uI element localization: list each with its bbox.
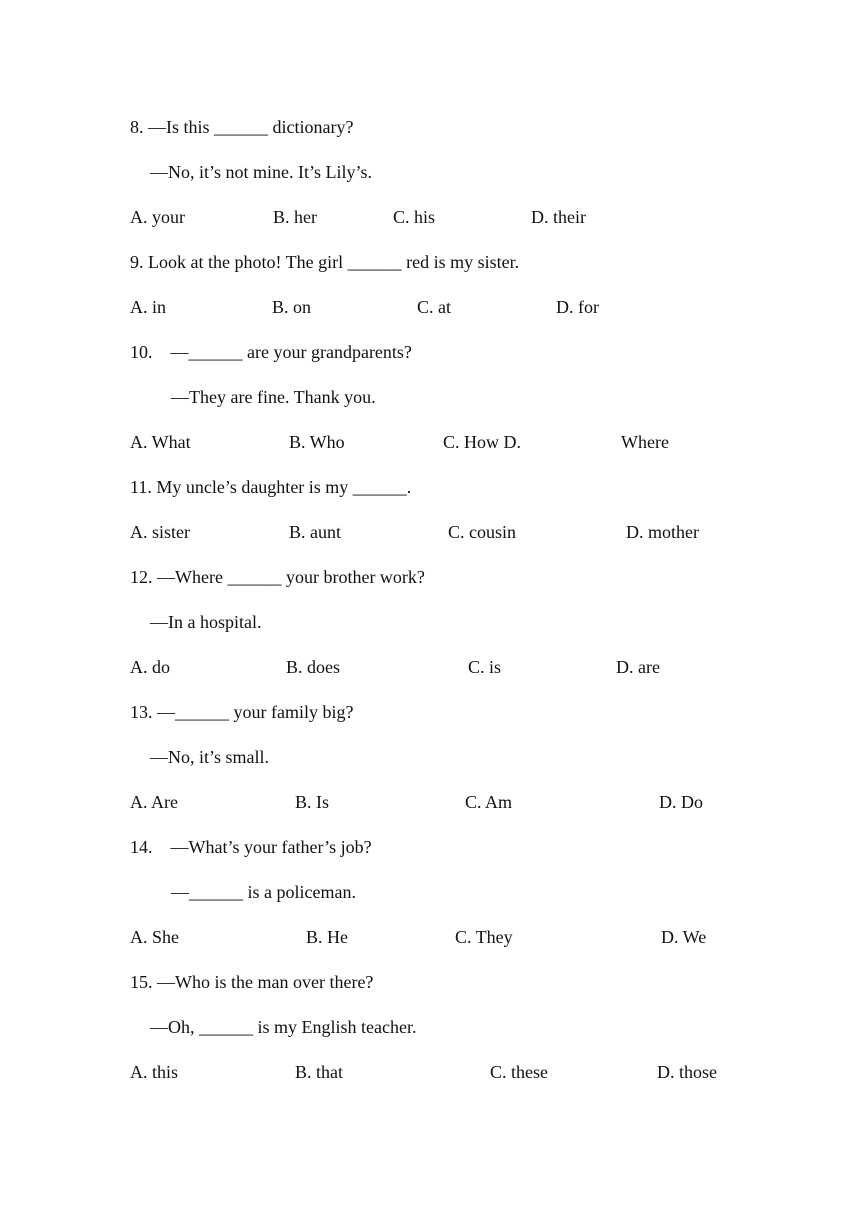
question-10-reply: —They are fine. Thank you. (171, 387, 376, 407)
question-11-option-a: A. sister (130, 522, 190, 542)
question-15-option-a: A. this (130, 1062, 179, 1082)
question-13-option-a: A. Are (130, 792, 178, 812)
question-11-option-b: B. aunt (289, 522, 341, 542)
question-11-option-c: C. cousin (448, 522, 517, 542)
question-14-reply: —______ is a policeman. (171, 882, 356, 902)
question-10-option-c: C. How D. (443, 432, 522, 452)
question-15-option-d: D. those (657, 1062, 717, 1082)
question-10-option-a: A. What (130, 432, 191, 452)
question-8-stem: 8. —Is this ______ dictionary? (130, 117, 354, 137)
question-15-option-b: B. that (295, 1062, 343, 1082)
question-13-stem: 13. —______ your family big? (130, 702, 354, 722)
question-14-option-b: B. He (306, 927, 348, 947)
question-13-option-d: D. Do (659, 792, 703, 812)
question-12-reply: —In a hospital. (150, 612, 262, 632)
question-12-stem: 12. —Where ______ your brother work? (130, 567, 425, 587)
question-15-reply: —Oh, ______ is my English teacher. (150, 1017, 417, 1037)
question-8-reply: —No, it’s not mine. It’s Lily’s. (150, 162, 373, 182)
question-12-option-d: D. are (616, 657, 660, 677)
question-9-option-c: C. at (417, 297, 451, 317)
question-9-option-a: A. in (130, 297, 166, 317)
question-12-option-b: B. does (286, 657, 340, 677)
question-14-option-a: A. She (130, 927, 179, 947)
question-14-option-d: D. We (661, 927, 707, 947)
question-14-stem: 14. —What’s your father’s job? (130, 837, 372, 857)
question-11-stem: 11. My uncle’s daughter is my ______. (130, 477, 412, 497)
question-8-option-c: C. his (393, 207, 436, 227)
question-8-option-b: B. her (273, 207, 317, 227)
question-15-stem: 15. —Who is the man over there? (130, 972, 374, 992)
question-9-stem: 9. Look at the photo! The girl ______ red is my sister. (130, 252, 520, 272)
question-10-stem: 10. —______ are your grandparents? (130, 342, 412, 362)
question-14-option-c: C. They (455, 927, 513, 947)
question-15-option-c: C. these (490, 1062, 548, 1082)
question-8-option-a: A. your (130, 207, 185, 227)
question-8-option-d: D. their (531, 207, 586, 227)
question-12-option-c: C. is (468, 657, 502, 677)
question-13-option-c: C. Am (465, 792, 513, 812)
question-13-reply: —No, it’s small. (150, 747, 270, 767)
question-11-option-d: D. mother (626, 522, 699, 542)
question-9-option-b: B. on (272, 297, 312, 317)
question-12-option-a: A. do (130, 657, 170, 677)
question-10-option-d: Where (621, 432, 669, 452)
question-13-option-b: B. Is (295, 792, 330, 812)
question-10-option-b: B. Who (289, 432, 345, 452)
question-9-option-d: D. for (556, 297, 599, 317)
